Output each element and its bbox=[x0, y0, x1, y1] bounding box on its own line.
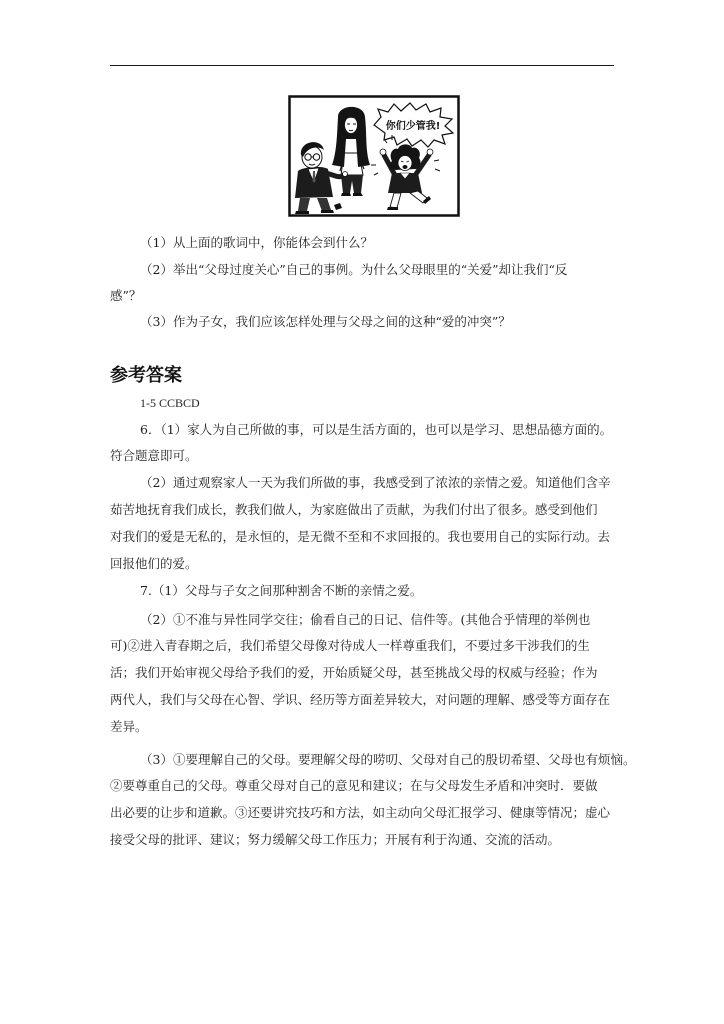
answer-7-3-line-3: 出必要的让步和道歉。③还要讲究技巧和方法，如主动向父母汇报学习、健康等情况；虚心 bbox=[110, 805, 611, 820]
answer-6-2-line-2: 茹苦地抚育我们成长，教我们做人，为家庭做出了贡献，为我们付出了很多。感受到他们 bbox=[110, 502, 598, 517]
answer-6-2-line-3: 对我们的爱是无私的，是永恒的，是无微不至和不求回报的。我也要用自己的实际行动。去 bbox=[110, 529, 611, 544]
child-left-hand bbox=[380, 149, 386, 155]
answer-6-1-line-1: 6．（1）家人为自己所做的事，可以是生活方面的，也可以是学习、思想品德方面的。 bbox=[140, 422, 613, 437]
speech-bubble-text: 你们少管我! bbox=[385, 121, 441, 132]
answer-7-3-line-1: （3）①要理解自己的父母。要理解父母的唠叨、父母对自己的殷切希望、父母也有烦恼。 bbox=[140, 752, 636, 767]
question-2-line-2: 感”？ bbox=[110, 288, 142, 303]
father-hand bbox=[343, 172, 348, 177]
child-right-hand bbox=[427, 149, 433, 155]
answer-7-3-line-2: ②要尊重自己的父母。尊重父母对自己的意见和建议；在与父母发生矛盾和冲突时．要做 bbox=[110, 778, 598, 793]
answer-7-2-line-2: 可)②进入青春期之后，我们希望父母像对待成人一样尊重我们，不要过多干涉我们的生 bbox=[110, 638, 590, 653]
answer-7-2-line-5: 差异。 bbox=[110, 719, 148, 734]
cartoon-illustration bbox=[288, 95, 460, 217]
answer-7-2-line-4: 两代人，我们与父母在心智、学识、经历等方面差异较大，对问题的理解、感受等方面存在 bbox=[110, 692, 611, 707]
answers-heading: 参考答案 bbox=[110, 365, 182, 386]
child-mouth bbox=[403, 165, 408, 169]
answer-multiple-choice: 1-5 CCBCD bbox=[140, 396, 200, 410]
answer-7-3-line-4: 接受父母的批评、建议；努力缓解父母工作压力；开展有利于沟通、交流的活动。 bbox=[110, 832, 561, 847]
answer-7-1: 7.（1）父母与子女之间那种割舍不断的亲情之爱。 bbox=[140, 583, 423, 598]
answer-6-2-line-4: 回报他们的爱。 bbox=[110, 556, 198, 571]
answer-6-1-line-2: 符合题意即可。 bbox=[110, 448, 198, 463]
question-1: （1）从上面的歌词中，你能体会到什么？ bbox=[140, 235, 373, 250]
question-3: （3）作为子女，我们应该怎样处理与父母之间的这种“爱的冲突”？ bbox=[140, 314, 511, 329]
answer-7-2-line-1: （2）①不准与异性同学交往；偷看自己的日记、信件等。(其他合乎情理的举例也 bbox=[140, 612, 591, 627]
father-tie bbox=[313, 171, 316, 183]
header-rule bbox=[110, 65, 614, 66]
question-2-line-1: （2）举出“父母过度关心”自己的事例。为什么父母眼里的“关爱”却让我们“反 bbox=[140, 262, 568, 277]
answer-7-2-line-3: 活；我们开始审视父母给予我们的爱，开始质疑父母，甚至挑战父母的权威与经验；作为 bbox=[110, 665, 598, 680]
answer-6-2-line-1: （2）通过观察家人一天为我们所做的事，我感受到了浓浓的亲情之爱。知道他们含辛 bbox=[140, 475, 611, 490]
